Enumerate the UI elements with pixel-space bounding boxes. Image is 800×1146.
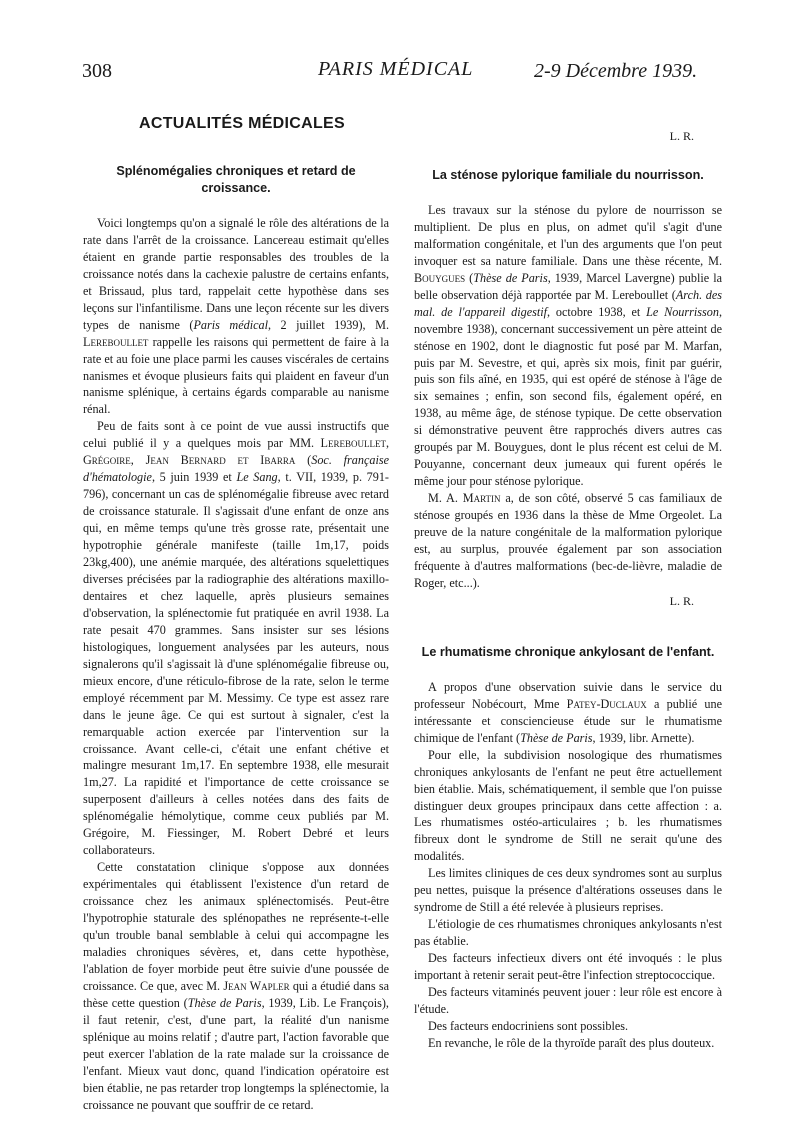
- article-paragraph: Des facteurs infectieux divers ont été invoqués : le plus important à retenir serait peut-être l'infection streptococcique.: [414, 951, 722, 983]
- article-paragraph: Peu de faits sont à ce point de vue aussi instructifs que celui publié il y a quelques mois par MM. Lereboullet, Grégoire, Jean Bernard et Ibarra (Soc. française d'hématologie, 5 juin 1939 et Le Sang, t. VII, 1939, p. 791-796), concernant un cas de splénomégalie fibreuse avec retard de croissance staturale. Il s'agissait d'une enfant de onze ans qui, en même temps qu'une très grosse rate, présentait une hypotrophie générale manifeste (taille 1m,17, poids 23kg,400), une anémie marquée, des altérations squelettiques diverses précisées par la radiographie des altérations maxillo-dentaires et chez laquelle, après plusieurs semaines d'observation, la splénectomie fut pratiquée en avril 1938. La rate pesait 470 grammes. Sans insister sur ses lésions histologiques, longuement analysées par les auteurs, nous signalerons qu'il s'agissait là d'une splénomégalie fibreuse ou, mieux encore, d'une réticulo-fibrose de la rate, selon le terme employé récemment par M. Messimy. Ce type est assez rare dans le jeune âge. Ce qui est surtout à signaler, c'est la remarquable action exercée par l'intervention sur la croissance. Avant celle-ci, c'était une enfant chétive et malingre mesurant 1m,17. En septembre 1938, elle mesurait 1m,27. La rapidité et l'importance de cette croissance se superposent d'ailleurs à celles notées dans des faits de splénomégalie hémolytique, comme ceux publiés par M. Grégoire, M. Fiessinger, M. Robert Debré et leurs collaborateurs.: [83, 419, 389, 858]
- article-paragraph: Des facteurs endocriniens sont possibles.: [428, 1018, 629, 1033]
- article-paragraph: Pour elle, la subdivision nosologique des rhumatismes chroniques ankylosants de l'enfant ne peut être actuellement bien établie. Mais, schématiquement, il semble que l'on puisse distinguer deux groupes principaux dans cette affection : a. Les rhumatismes ostéo-articulaires ; b. les rhumatismes fibreux dont le syndrome de Still ne serait qu'une des modalités.: [414, 747, 722, 864]
- article-paragraph: M. A. Martin a, de son côté, observé 5 cas familiaux de sténose groupés en 1936 dans la thèse de Mme Orgeolet. La preuve de la nature congénitale de la malformation pylorique est, au surplus, prouvée également par son association fréquente à d'autres malformations (bec-de-lièvre, maladie de Roger, etc...).: [414, 491, 723, 590]
- article-paragraph: L'étiologie de ces rhumatismes chroniques ankylosants n'est pas établie.: [414, 917, 722, 949]
- article-paragraph: En revanche, le rôle de la thyroïde paraît des plus douteux.: [428, 1035, 715, 1050]
- article-paragraph: Les limites cliniques de ces deux syndromes sont au surplus peu nettes, puisque la présence d'altérations osseuses dans le syndrome de Still a été relevée à plusieurs reprises.: [414, 866, 722, 915]
- article-paragraph: Des facteurs vitaminés peuvent jouer : leur rôle est encore à l'étude.: [414, 984, 722, 1016]
- page-number: 308: [82, 60, 112, 82]
- article-paragraph: Voici longtemps qu'on a signalé le rôle des altérations de la rate dans l'arrêt de la croissance. Lancereau estimait qu'elles étaient en grande partie responsables des troubles de la croissance notés dans la cachexie palustre de certains enfants, et Brissaud, plus tard, rappelait cette hypothèse dans ses leçons sur l'infantilisme. Dans une leçon récente sur les divers types de nanisme (Paris médical, 2 juillet 1939), M. Lereboullet rappelle les raisons qui permettent de faire à la rate et au foie une place parmi les causes viscérales de certains nanismes et évoque plusieurs faits qui plaident en faveur d'un nanisme splénique, à certains égards comparable au nanisme rénal.: [83, 215, 390, 417]
- article-paragraph: A propos d'une observation suivie dans le service du professeur Nobécourt, Mme Patey-Duclaux a publié une intéressante et consciencieuse étude sur le rhumatisme chimique de l'enfant (Thèse de Paris, 1939, libr. Arnette).: [414, 679, 722, 745]
- section-rubric: ACTUALITÉS MÉDICALES: [139, 115, 345, 132]
- article-paragraph: Les travaux sur la sténose du pylore de nourrisson se multiplient. De plus en plus, on admet qu'il s'agit d'une malformation congénitale, et l'un des arguments que l'on peut invoquer est sa nature familiale. Dans une thèse récente, M. Bouygues (Thèse de Paris, 1939, Marcel Lavergne) publie la belle observation déjà rapportée par M. Lereboullet (Arch. des mal. de l'appareil digestif, octobre 1938, et Le Nourrisson, novembre 1938), concernant successivement un père atteint de sténose en 1902, dont le diagnostic fut posé par M. Marfan, puis par M. Sevestre, et qui, après six mois, finit par guérir, puis son fils aîné, en 1935, qui est opéré de sténose à l'âge de six semaines ; enfin, son second fils, également opéré, en 1938, au même âge, de sténose typique. De cette observation si démonstrative peuvent être rapprochés divers autres cas groupés par M. Bouygues, dont le plus récent est celui de M. Pouyanne, concernant deux jumeaux qui furent opérés le même jour pour sténose pylorique.: [414, 202, 722, 489]
- article-title-splenomegalies: Splénomégalies chroniques et retard de croissance.: [116, 163, 356, 195]
- article-signature: L. R.: [669, 593, 694, 608]
- journal-title: PARIS MÉDICAL: [318, 58, 474, 80]
- article-title-rhumatisme: Le rhumatisme chronique ankylosant de l'enfant.: [421, 644, 715, 659]
- article-signature: L. R.: [669, 129, 694, 143]
- article-title-stenose-pylorique: La sténose pylorique familiale du nourrisson.: [432, 167, 704, 182]
- article-paragraph: Cette constatation clinique s'oppose aux données expérimentales qui établissent l'existence d'un retard de croissance chez les animaux splénectomisés. Peut-être l'hypotrophie staturale des splénopathes ne représente-t-elle qu'un trouble banal semblable à celui qui accompagne les maladies chroniques sévères, et, dans cette hypothèse, l'ablation de foyer morbide peut être suivie d'une poussée de croissance. Ce que, avec M. Jean Wapler qui a étudié dans sa thèse cette question (Thèse de Paris, 1939, Lib. Le François), il faut retenir, c'est, d'une part, la réalité d'un nanisme splénique au moins relatif ; d'autre part, l'action favorable que peut exercer l'ablation de la rate malade sur la croissance de l'enfant. Mieux vaut donc, quand l'indication opératoire est bien établie, ne pas retarder trop longtemps la splénectomie, la croissance ne pouvant que souffrir de ce retard.: [83, 860, 389, 1112]
- left-column: [83, 116, 389, 1113]
- issue-date: 2-9 Décembre 1939.: [534, 60, 698, 82]
- right-column: [414, 93, 722, 1052]
